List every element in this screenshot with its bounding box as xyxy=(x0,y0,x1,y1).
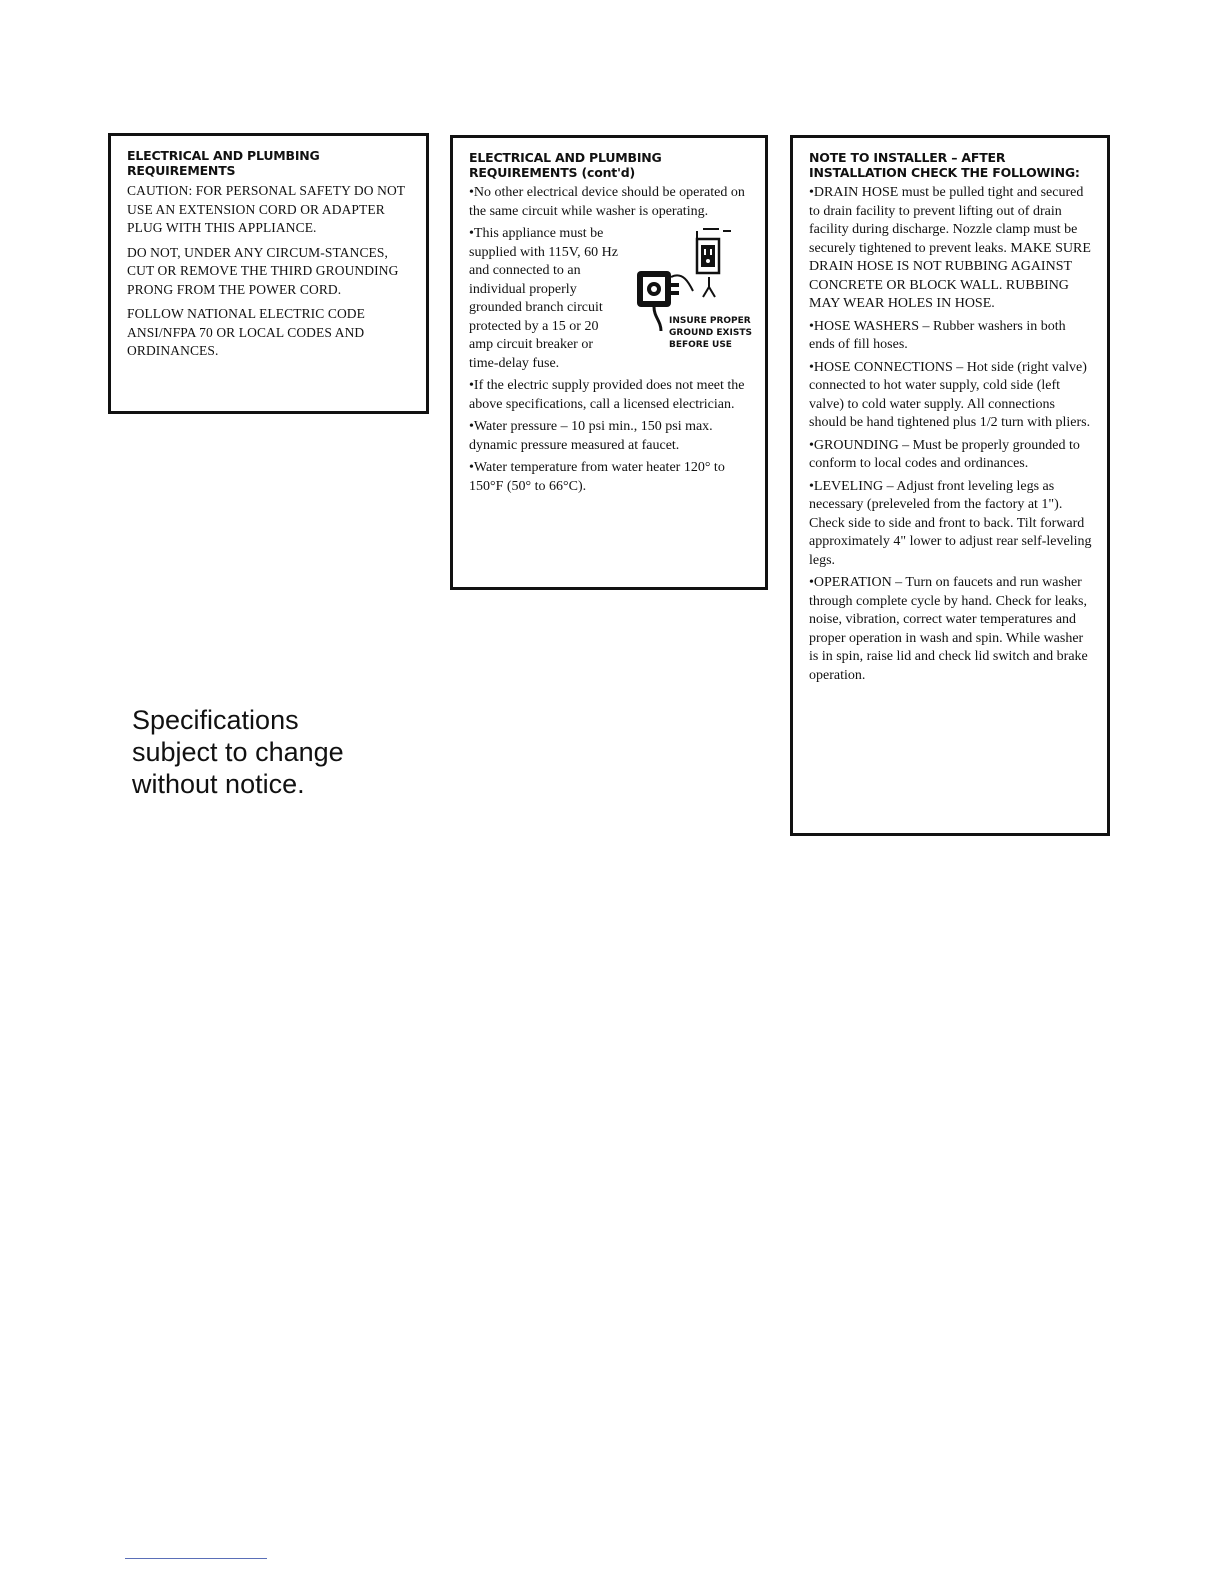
ground-warning-caption xyxy=(669,315,759,351)
list-item: • If the electric supply provided does not meet the above specifications, call a licensed electrician. xyxy=(469,377,751,414)
ground-warning-line: INSURE PROPER xyxy=(669,316,751,326)
ground-warning-line: BEFORE USE xyxy=(669,340,732,350)
specifications-notice-line: without notice. xyxy=(132,769,305,799)
caution-extension-cord-text: CAUTION: FOR PERSONAL SAFETY DO NOT USE AN EXTENSION CORD OR ADAPTER PLUG WITH THIS APPLIANCE. xyxy=(127,183,405,235)
footer-divider xyxy=(125,1558,267,1559)
specifications-notice-line: Specifications xyxy=(132,705,299,735)
specifications-notice-line: subject to change xyxy=(132,737,344,767)
panel-heading xyxy=(469,150,751,180)
list-item: • OPERATION – Turn on faucets and run washer through complete cycle by hand. Check for leaks, noise, vibration, correct water temperatures and proper operation in wash and spin. While washer is in spin, raise lid and check lid switch and brake operation. xyxy=(809,574,1093,685)
list-item: • HOSE CONNECTIONS – Hot side (right valve) connected to hot water supply, cold side (left valve) to cold water supply. All connections should be hand tightened plus 1/2 turn with pliers. xyxy=(809,359,1093,433)
electrical-requirements-cont-panel xyxy=(450,135,768,590)
list-item: • HOSE WASHERS – Rubber washers in both ends of fill hoses. xyxy=(809,318,1093,355)
list-item: • Water temperature from water heater 120° to 150°F (50° to 66°C). xyxy=(469,459,751,496)
list-item: • This appliance must be supplied with 115V, 60 Hz and connected to an individual properly grounded branch circuit protected by a 15 or 20 amp circuit breaker or time-delay fuse. xyxy=(469,225,751,373)
list-item: • No other electrical device should be operated on the same circuit while washer is operating. xyxy=(469,184,751,221)
panel-heading: NOTE TO INSTALLER – AFTER INSTALLATION CHECK THE FOLLOWING: xyxy=(809,150,1080,180)
panel-heading: ELECTRICAL AND PLUMBING REQUIREMENTS xyxy=(127,148,320,178)
electrical-requirements-panel xyxy=(108,133,429,414)
list-item: • GROUNDING – Must be properly grounded to conform to local codes and ordinances. xyxy=(809,437,1093,474)
list-item: • LEVELING – Adjust front leveling legs as necessary (preleveled from the factory at 1"). Check side to side and front to back. Tilt forward approximately 4" lower to adjust rear self-leveling legs. xyxy=(809,478,1093,571)
specifications-notice xyxy=(132,704,392,800)
list-item: • Water pressure – 10 psi min., 150 psi max. dynamic pressure measured at faucet. xyxy=(469,418,751,455)
list-item: • DRAIN HOSE must be pulled tight and secured to drain facility to prevent lifting out of drain facility during discharge. Nozzle clamp must be securely tightened to prevent leaks. MAKE SURE DRAIN HOSE IS NOT RUBBING AGAINST CONCRETE OR BLOCK WALL. RUBBING MAY WEAR HOLES IN HOSE. xyxy=(809,184,1093,314)
grounded-outlet-figure xyxy=(627,225,755,353)
panel-heading-title: ELECTRICAL AND PLUMBING REQUIREMENTS xyxy=(469,150,662,180)
electric-code-text: FOLLOW NATIONAL ELECTRIC CODE ANSI/NFPA 70 OR LOCAL CODES AND ORDINANCES. xyxy=(127,306,366,358)
grounding-prong-warning-text: DO NOT, UNDER ANY CIRCUM-STANCES, CUT OR REMOVE THE THIRD GROUNDING PRONG FROM THE POWER CORD. xyxy=(127,244,399,297)
ground-warning-line: GROUND EXISTS xyxy=(669,328,752,338)
panel-heading-suffix: (cont'd) xyxy=(581,165,635,180)
installer-checklist-panel xyxy=(790,135,1110,836)
